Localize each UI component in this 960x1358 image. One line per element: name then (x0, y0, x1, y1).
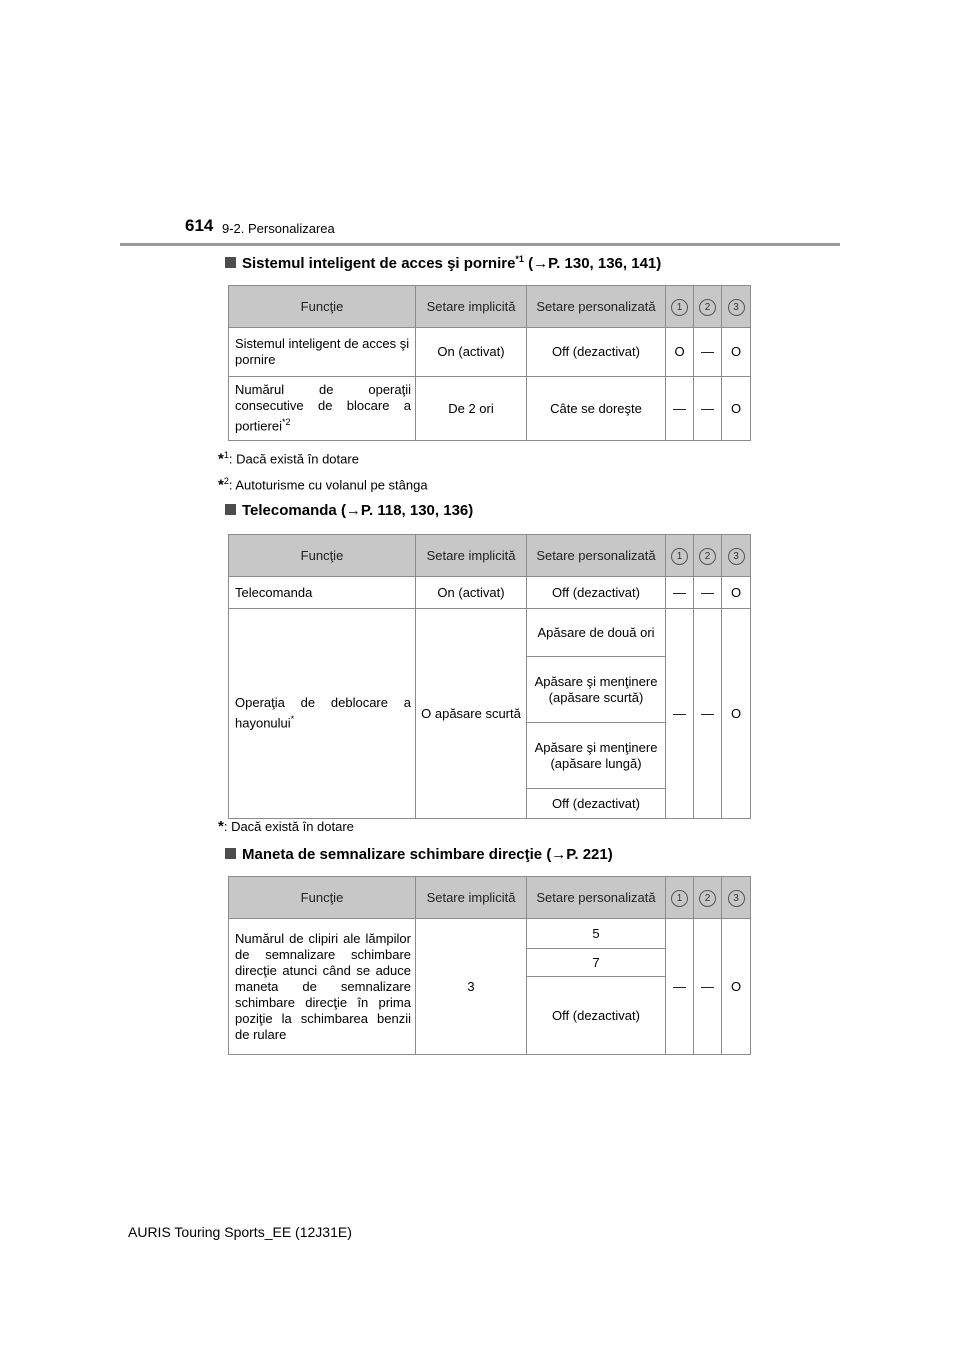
page-number: 614 (185, 216, 214, 235)
col-3 (722, 286, 751, 328)
footnote-sup: 1 (223, 450, 229, 460)
col-3 (722, 535, 751, 577)
square-bullet-icon (225, 504, 236, 515)
table-smart-access (228, 285, 751, 441)
cell-custom: Apăsare şi menţinere (apăsare scurtă) (527, 657, 666, 723)
footnote-3 (218, 818, 354, 835)
col-2 (694, 286, 722, 328)
circled-number: 2 (699, 548, 716, 565)
cell-c1: — (666, 377, 694, 441)
footnote-star: * (218, 450, 224, 468)
square-bullet-icon (225, 848, 236, 859)
cell-default: 3 (416, 919, 527, 1055)
cell-func-sup: * (290, 714, 295, 725)
heading-smart-access (225, 254, 661, 272)
col-1 (666, 286, 694, 328)
cell-custom: Apăsare şi menţinere (apăsare lungă) (527, 723, 666, 789)
cell-func (229, 609, 416, 819)
table-header-row (229, 286, 751, 328)
cell-custom: Apăsare de două ori (527, 609, 666, 657)
circled-number: 3 (728, 548, 745, 565)
footnote-text: : Dacă există în dotare (228, 451, 359, 467)
table-remote (228, 534, 751, 819)
cell-c2: — (694, 328, 722, 377)
section-title: 9-2. Personalizarea (222, 221, 335, 236)
footnote-2 (218, 476, 428, 493)
circled-number: 3 (728, 890, 745, 907)
table-row (229, 328, 751, 377)
table-turn-signal (228, 876, 751, 1055)
cell-c3: O (722, 919, 751, 1055)
cell-c3: O (722, 577, 751, 609)
cell-func: Sistemul inteligent de acces şi pornire (229, 328, 416, 377)
col-default: Setare implicită (416, 877, 527, 919)
col-3 (722, 877, 751, 919)
cell-c1: — (666, 609, 694, 819)
footnote-text: : Dacă există în dotare (223, 819, 354, 834)
cell-c1: — (666, 919, 694, 1055)
table-header-row (229, 535, 751, 577)
col-func: Funcţie (229, 535, 416, 577)
cell-func-text: Operaţia de deblocare a hayonului (235, 695, 411, 731)
heading-ref: (→P. 118, 130, 136) (340, 502, 474, 519)
col-default: Setare implicită (416, 286, 527, 328)
footnote-1 (218, 450, 359, 467)
cell-custom: Off (dezactivat) (527, 977, 666, 1055)
square-bullet-icon (225, 257, 236, 268)
cell-custom: Câte se doreşte (527, 377, 666, 441)
circled-number: 3 (728, 299, 745, 316)
footnote-text: : Autoturisme cu volanul pe stânga (228, 477, 428, 493)
heading-sup: *1 (515, 254, 524, 264)
cell-default: On (activat) (416, 328, 527, 377)
col-2 (694, 877, 722, 919)
col-custom: Setare personalizată (527, 535, 666, 577)
cell-c1: O (666, 328, 694, 377)
heading-text: Sistemul inteligent de acces şi pornire (242, 255, 516, 272)
cell-c1: — (666, 577, 694, 609)
circled-number: 1 (671, 299, 688, 316)
circled-number: 2 (699, 890, 716, 907)
cell-func: Telecomanda (229, 577, 416, 609)
col-custom: Setare personalizată (527, 877, 666, 919)
cell-c2: — (694, 577, 722, 609)
col-custom: Setare personalizată (527, 286, 666, 328)
table-row (229, 577, 751, 609)
cell-custom: Off (dezactivat) (527, 328, 666, 377)
col-default: Setare implicită (416, 535, 527, 577)
table-row (229, 609, 751, 657)
table-header-row (229, 877, 751, 919)
heading-text: Maneta de semnalizare schimbare direcţie (242, 846, 543, 863)
cell-func-text: Numărul de operaţii consecutive de blocare a portierei (235, 382, 411, 434)
heading-ref: (→P. 130, 136, 141) (528, 255, 662, 272)
cell-custom: Off (dezactivat) (527, 577, 666, 609)
col-2 (694, 535, 722, 577)
col-func: Funcţie (229, 286, 416, 328)
cell-func-sup: *2 (281, 417, 291, 428)
table-row (229, 919, 751, 949)
footnote-star: * (218, 476, 224, 494)
heading-ref: (→P. 221) (546, 846, 613, 863)
footnote-star: * (218, 818, 224, 835)
cell-func: Numărul de clipiri ale lămpilor de semnalizare schimbare direcţie atunci când se aduce maneta de semnalizare schimbare direcţie în prima poziţie la schimbarea benzii de rulare (229, 919, 416, 1055)
header-rule (120, 243, 840, 246)
cell-c2: — (694, 919, 722, 1055)
footnote-sup: 2 (223, 476, 229, 486)
cell-c3: O (722, 328, 751, 377)
col-func: Funcţie (229, 877, 416, 919)
cell-custom: Off (dezactivat) (527, 789, 666, 819)
heading-remote (225, 502, 473, 519)
circled-number: 1 (671, 548, 688, 565)
cell-c2: — (694, 377, 722, 441)
cell-custom: 5 (527, 919, 666, 949)
cell-custom: 7 (527, 949, 666, 977)
footer-model: AURIS Touring Sports_EE (12J31E) (128, 1224, 352, 1240)
col-1 (666, 535, 694, 577)
col-1 (666, 877, 694, 919)
cell-c3: O (722, 609, 751, 819)
cell-c2: — (694, 609, 722, 819)
cell-default: O apăsare scurtă (416, 609, 527, 819)
circled-number: 2 (699, 299, 716, 316)
circled-number: 1 (671, 890, 688, 907)
table-row (229, 377, 751, 441)
cell-default: De 2 ori (416, 377, 527, 441)
cell-c3: O (722, 377, 751, 441)
heading-turn-signal (225, 846, 613, 863)
heading-text: Telecomanda (242, 502, 337, 519)
cell-default: On (activat) (416, 577, 527, 609)
cell-func (229, 377, 416, 441)
